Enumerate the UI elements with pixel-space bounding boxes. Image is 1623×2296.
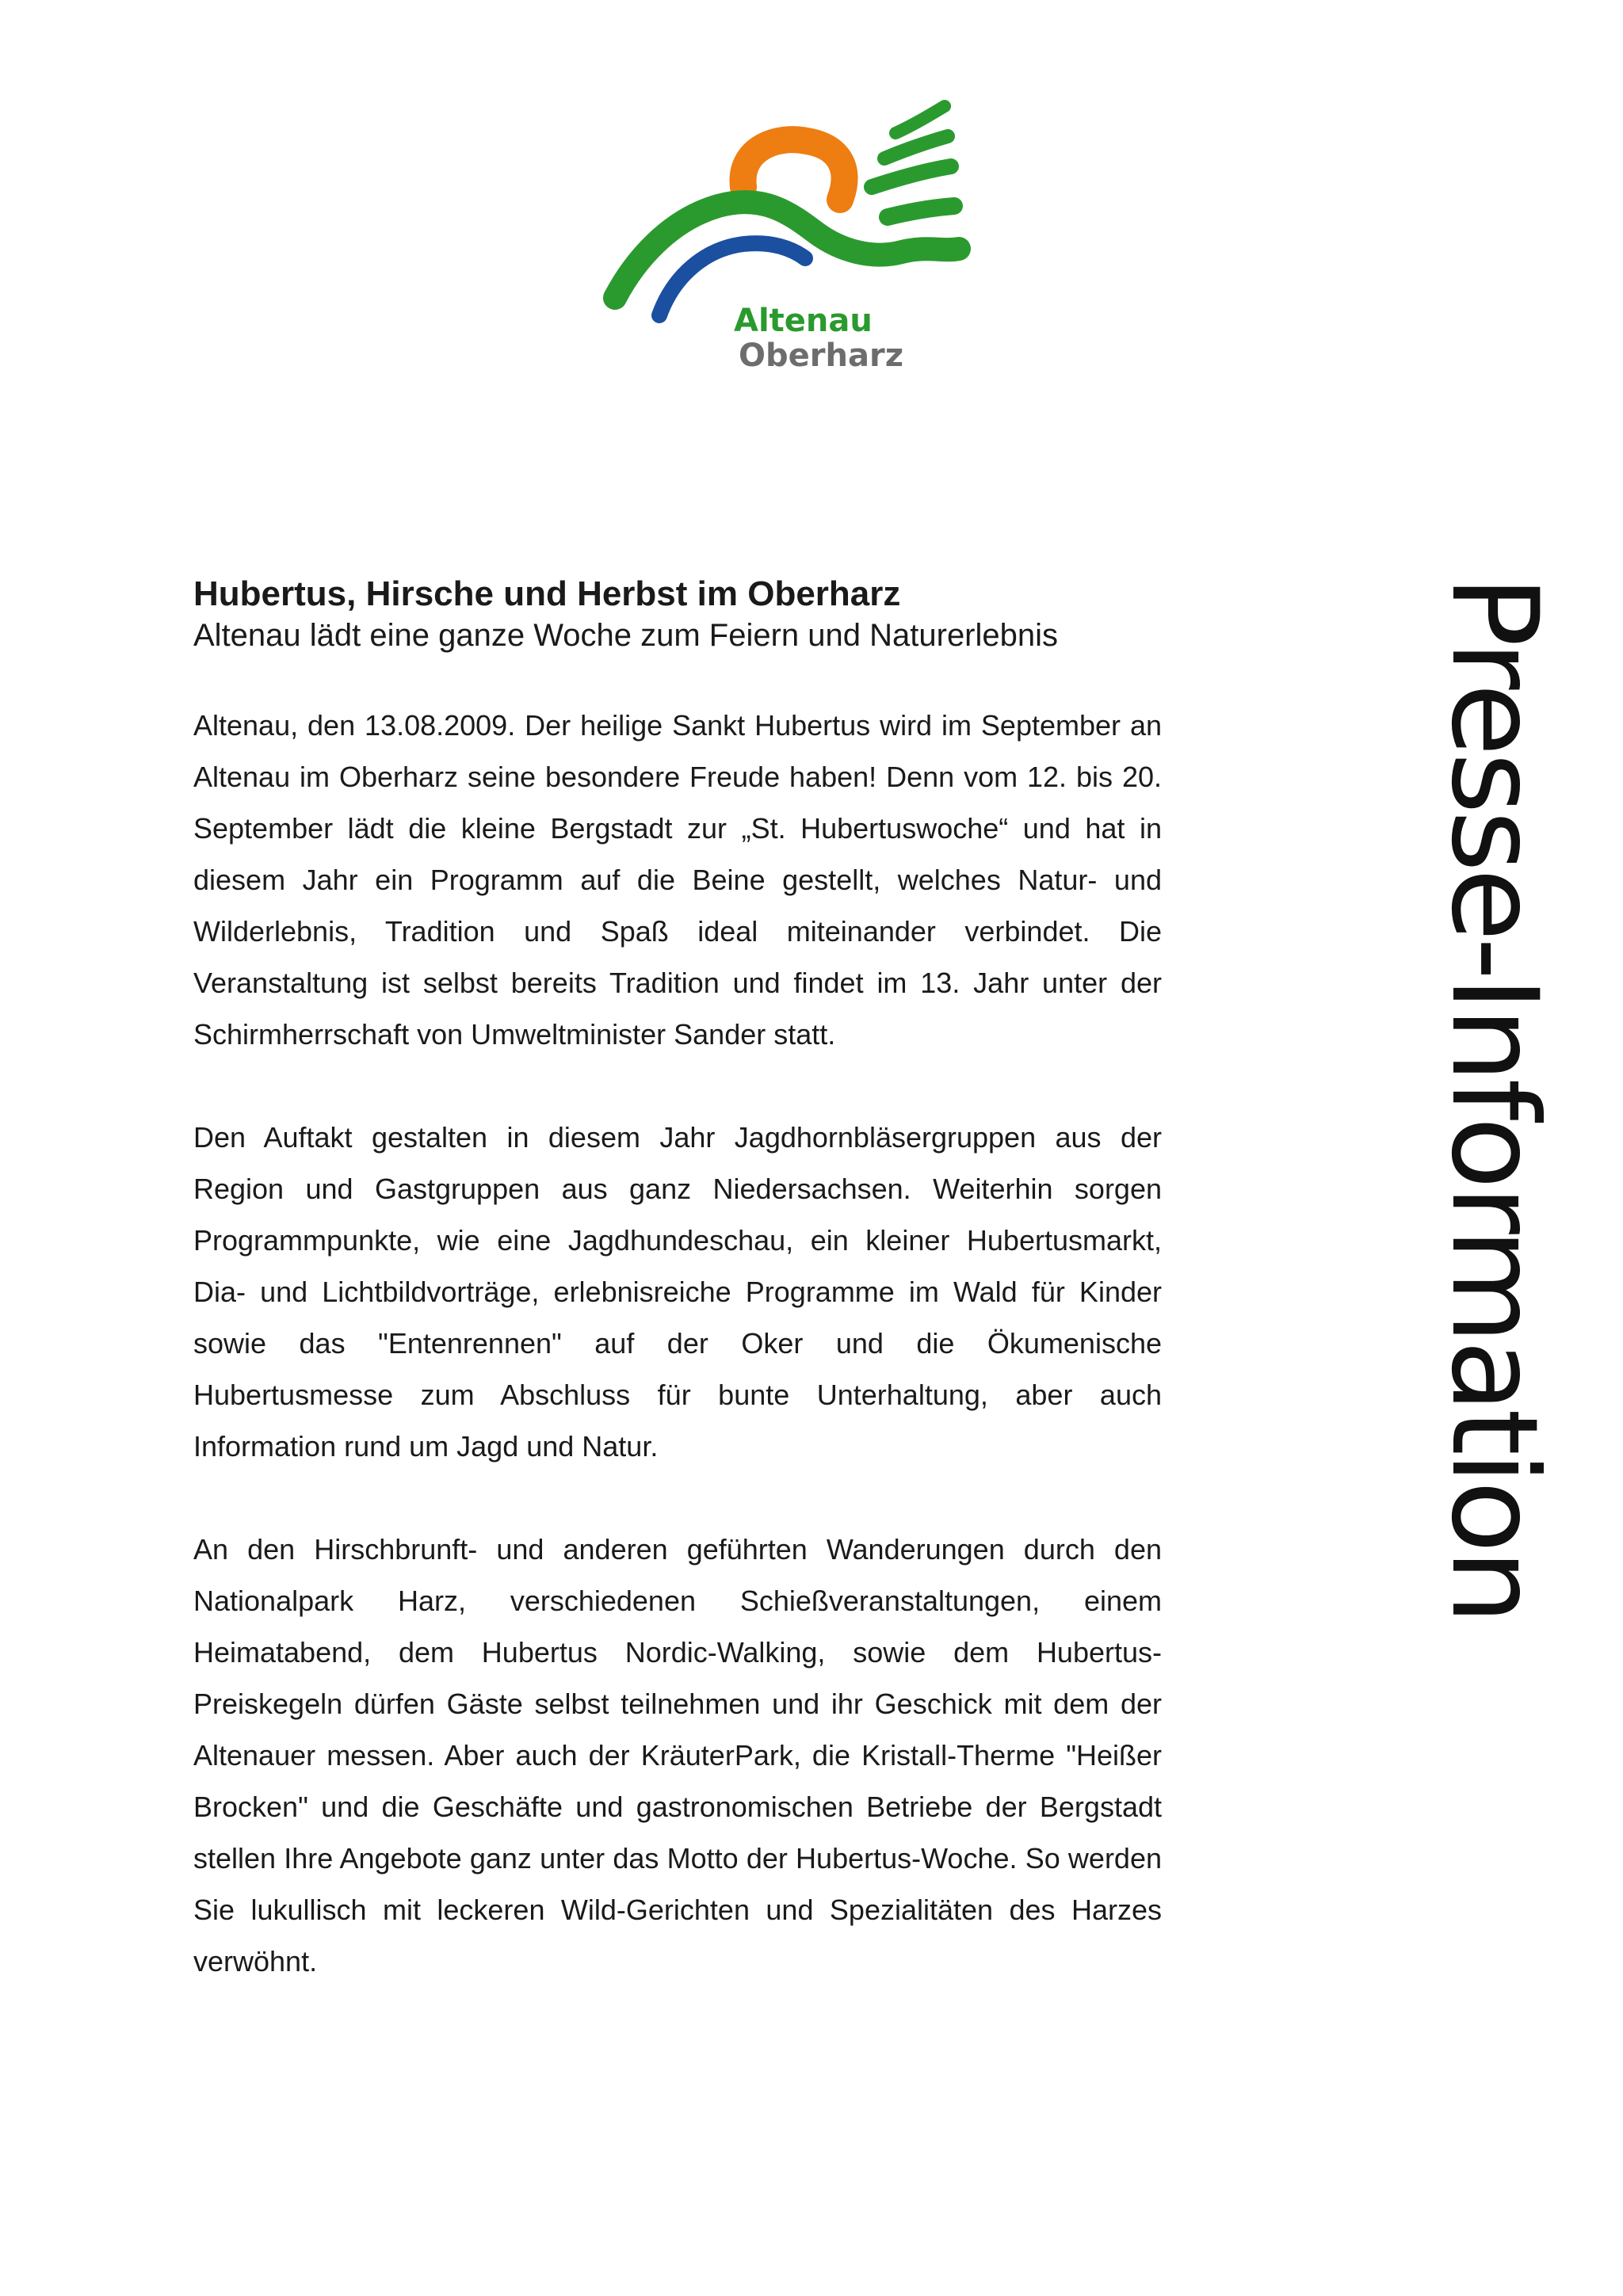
logo-tree-stroke-4 [888, 206, 954, 217]
logo-tree-stroke-3 [872, 166, 951, 187]
paragraph-1: Altenau, den 13.08.2009. Der heilige Sankt Hubertus wird im September an Altenau im Oberharz seine besondere Freude haben! Denn vom 12. bis 20. September lädt die kleine Bergstadt zur „St. Hubertuswoche“ und hat in diesem Jahr ein Programm auf die Beine gestellt, welches Natur- und Wilderlebnis, Tradition und Spaß ideal miteinander verbindet. Die Veranstaltung ist selbst bereits Tradition und findet im 13. Jahr unter der Schirmherrschaft von Umweltminister Sander statt. [193, 708, 1162, 1051]
subheadline: Altenau lädt eine ganze Woche zum Feiern und Naturerlebnis [193, 617, 1059, 653]
altenau-oberharz-logo [602, 93, 983, 379]
headline: Hubertus, Hirsche und Herbst im Oberharz [193, 574, 901, 613]
side-label-container [1419, 575, 1569, 1835]
logo-tree-stroke-1 [896, 106, 945, 133]
presse-information-label: Presse-Information [1425, 575, 1563, 1621]
logo-line-oberharz: Oberharz [739, 338, 903, 374]
paragraph-3: An den Hirschbrunft- und anderen geführten Wanderungen durch den Nationalpark Harz, verschiedenen Schießveranstaltungen, einem Heimatabend, dem Hubertus Nordic-Walking, sowie dem Hubertus-Preiskegeln dürfen Gäste selbst teilnehmen und ihr Geschick mit dem der Altenauer messen. Aber auch der KräuterPark, die Kristall-Therme "Heißer Brocken" und die Geschäfte und gastronomischen Betriebe der Bergstadt stellen Ihre Angebote ganz unter das Motto der Hubertus-Woche. So werden Sie lukullisch mit leckeren Wild-Gerichten und Spezialitäten des Harzes verwöhnt. [193, 1532, 1162, 1978]
logo-line-altenau: Altenau [734, 303, 873, 339]
logo-tree-stroke-2 [884, 136, 948, 158]
logo-graphic [602, 93, 983, 379]
press-release-body [193, 574, 1162, 2039]
paragraph-2: Den Auftakt gestalten in diesem Jahr Jagdhornbläsergruppen aus der Region und Gastgruppen aus ganz Niedersachsen. Weiterhin sorgen Programmpunkte, wie eine Jagdhundeschau, ein kleiner Hubertusmarkt, Dia- und Lichtbildvorträge, erlebnisreiche Programme im Wald für Kinder sowie das "Entenrennen" auf der Oker und die Ökumenische Hubertusmesse zum Abschluss für bunte Unterhaltung, aber auch Information rund um Jagd und Natur. [193, 1120, 1162, 1463]
logo-sun-arc [743, 139, 844, 200]
